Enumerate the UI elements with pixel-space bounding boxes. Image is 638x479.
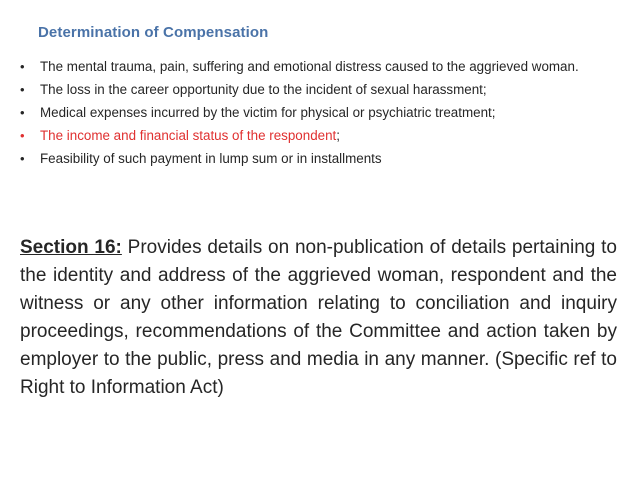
bullet-text: The mental trauma, pain, suffering and emotional distress caused to the aggrieved woman. [40, 59, 579, 74]
section-body: Provides details on non-publication of details pertaining to the identity and address of the aggrieved woman, respondent and the witness or any other information relating to conciliation and inquiry proceedings, recommendations of the Committee and action taken by employer to the public, press and media in any manner. (Specific ref to Right to Information Act) [20, 237, 617, 398]
bullet-item-payment-feasibility [20, 150, 618, 168]
bullet-glyph: • [20, 59, 25, 74]
bullet-text-tail: ; [336, 128, 341, 143]
bullet-item-career-loss [20, 81, 618, 99]
section-title: Section 16: [20, 237, 122, 258]
bullet-glyph: • [20, 128, 25, 143]
bullet-item-mental-trauma [20, 58, 618, 76]
bullet-text: Feasibility of such payment in lump sum or in installments [40, 151, 382, 166]
bullet-text: Medical expenses incurred by the victim for physical or psychiatric treatment; [40, 105, 496, 120]
bullet-glyph: • [20, 105, 25, 120]
slide-heading: Determination of Compensation [38, 24, 269, 41]
bullet-text [40, 128, 340, 143]
compensation-bullet-list [20, 58, 618, 173]
bullet-item-medical-expenses [20, 104, 618, 122]
bullet-item-respondent-income [20, 127, 618, 145]
bullet-glyph: • [20, 151, 25, 166]
bullet-text: The loss in the career opportunity due to the incident of sexual harassment; [40, 82, 487, 97]
highlighted-text: The income and financial status of the respondent [40, 128, 337, 143]
bullet-glyph: • [20, 82, 25, 97]
section-16-paragraph [20, 234, 617, 402]
